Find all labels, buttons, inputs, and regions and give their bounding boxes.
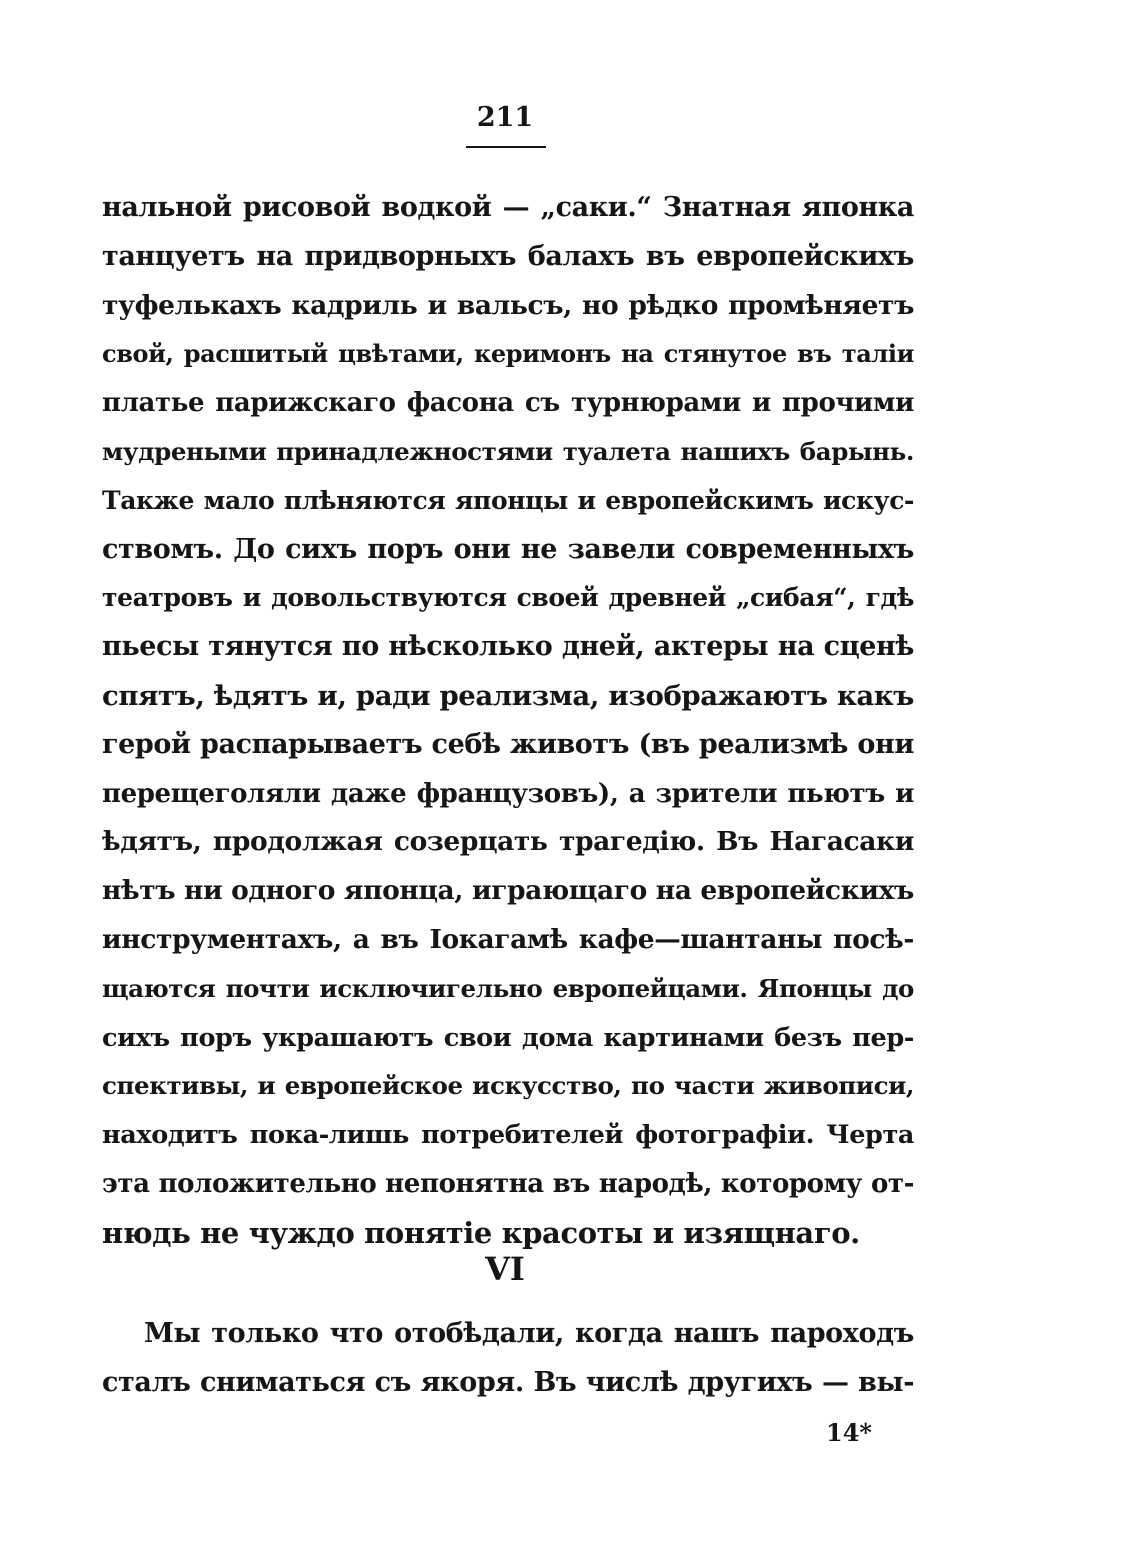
- signature-mark: 14*: [826, 1418, 872, 1447]
- text-line: нальной рисовой водкой — „саки.“ Знатная японка: [102, 192, 914, 223]
- text-line: Также мало плѣняются японцы и европейскимъ искус-: [102, 485, 914, 515]
- text-line: инструментахъ, а въ Іокагамѣ кафе—шантаны посѣ-: [102, 923, 914, 955]
- text-line: ствомъ. До сихъ поръ они не завели современныхъ: [102, 533, 914, 565]
- text-line: спятъ, ѣдятъ и, ради реализма, изображаютъ какъ: [102, 679, 914, 712]
- page-number: 211: [476, 102, 534, 133]
- page-number-rule: [466, 146, 546, 148]
- text-line: свой, расшитый цвѣтами, керимонъ на стянутое въ таліи: [102, 339, 914, 369]
- text-line: пьесы тянутся по нѣсколько дней, актеры на сценѣ: [102, 631, 914, 663]
- text-line: туфелькахъ кадриль и вальсъ, но рѣдко промѣняетъ: [102, 289, 914, 321]
- body-paragraph: [102, 184, 914, 1258]
- text-line: сихъ поръ украшаютъ свои дома картинами безъ пер-: [102, 1022, 914, 1053]
- text-line: танцуетъ на придворныхъ балахъ въ европейскихъ: [102, 240, 914, 272]
- text-line: нѣтъ ни одного японца, играющаго на европейскихъ: [102, 875, 914, 907]
- text-line: мудреными принадлежностями туалета нашихъ барынь.: [102, 436, 914, 466]
- text-line: ѣдятъ, продолжая созерцать трагедію. Въ Нагасаки: [102, 826, 914, 858]
- text-line: герой распарываетъ себѣ животъ (въ реализмѣ они: [102, 728, 914, 760]
- text-line: нюдь не чуждо понятіе красоты и изящнаго.: [102, 1215, 860, 1250]
- text-line: театровъ и довольствуются своей древней „сибая“, гдѣ: [102, 583, 914, 613]
- section-heading: VI: [485, 1250, 525, 1288]
- text-line: Мы только что отобѣдали, когда нашъ пароходъ: [144, 1318, 914, 1349]
- text-line: сталъ сниматься съ якоря. Въ числѣ другихъ — вы-: [102, 1366, 914, 1398]
- text-line: щаются почти исключигельно европейцами. Японцы до: [102, 973, 914, 1003]
- text-line: находитъ пока-лишь потребителей фотографіи. Черта: [102, 1120, 914, 1151]
- text-line: эта положительно непонятна въ народѣ, которому от-: [102, 1168, 914, 1199]
- text-line: спективы, и европейское искусство, по части живописи,: [102, 1071, 914, 1101]
- text-line: платье парижскаго фасона съ турнюрами и прочими: [102, 388, 914, 419]
- section-paragraph: [102, 1310, 914, 1408]
- text-line: перещеголяли даже французовъ), а зрители пьютъ и: [102, 778, 914, 809]
